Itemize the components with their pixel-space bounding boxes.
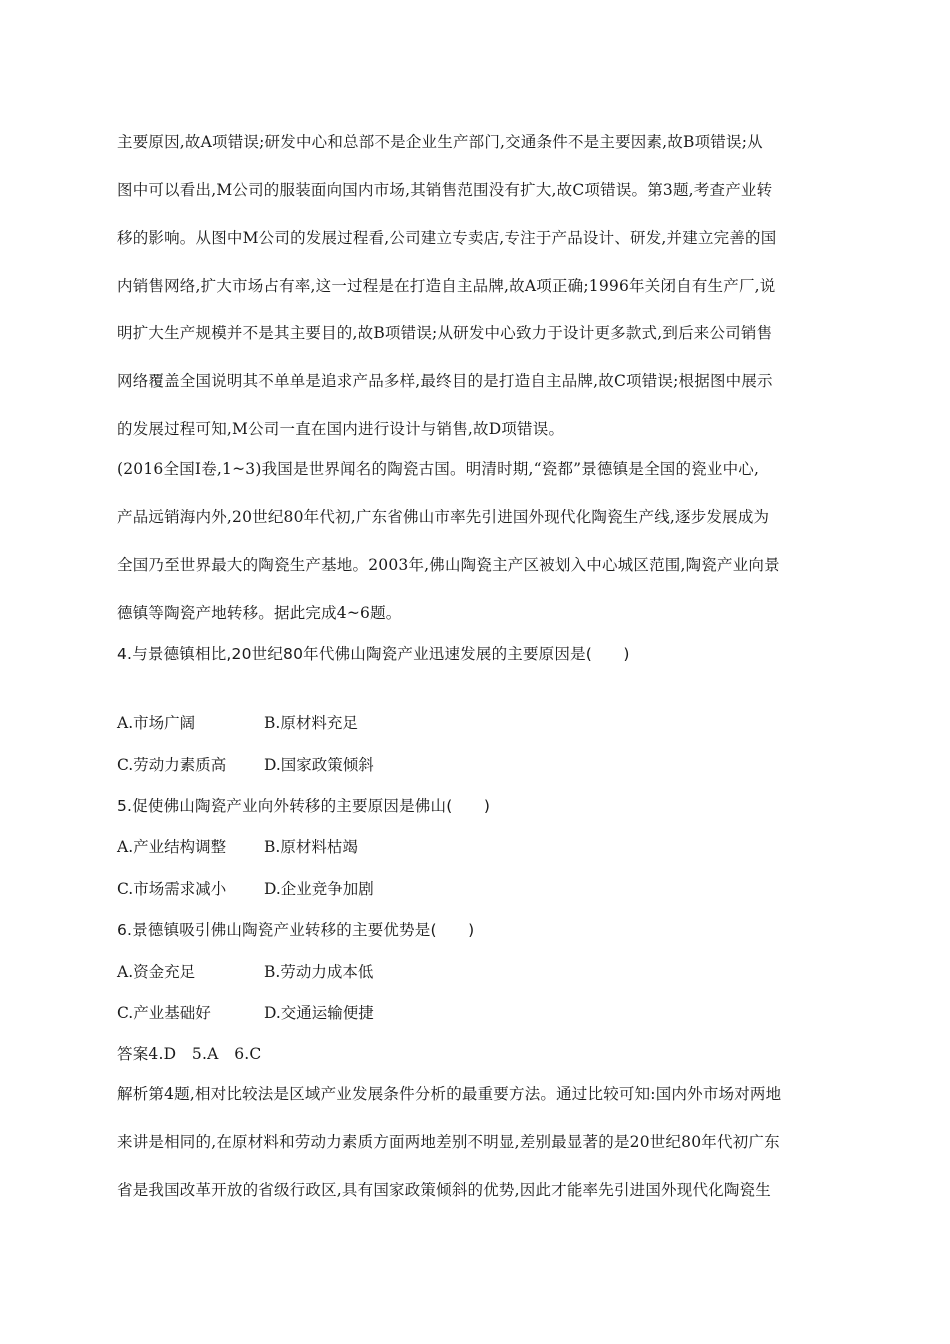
option-a: A.市场广阔 bbox=[117, 714, 196, 732]
analysis-line: 来讲是相同的,在原材料和劳动力素质方面两地差别不明显,差别最显著的是20世纪80年代初广东 bbox=[117, 1133, 780, 1151]
explanation-line: 网络覆盖全国说明其不单单是追求产品多样,最终目的是打造自主品牌,故C项错误;根据图中展示 bbox=[117, 372, 773, 390]
option-a: A.产业结构调整 bbox=[117, 838, 227, 856]
option-b: B.原材料枯竭 bbox=[264, 838, 358, 856]
explanation-line: 的发展过程可知,M公司一直在国内进行设计与销售,故D项错误。 bbox=[117, 420, 565, 438]
option-b: B.原材料充足 bbox=[264, 714, 358, 732]
option-b: B.劳动力成本低 bbox=[264, 963, 374, 981]
explanation-line: 内销售网络,扩大市场占有率,这一过程是在打造自主品牌,故A项正确;1996年关闭自有生产厂,说 bbox=[117, 277, 776, 295]
option-d: D.企业竞争加剧 bbox=[264, 880, 374, 898]
passage-line: 全国乃至世界最大的陶瓷生产基地。2003年,佛山陶瓷主产区被划入中心城区范围,陶瓷产业向景 bbox=[117, 556, 780, 574]
explanation-line: 明扩大生产规模并不是其主要目的,故B项错误;从研发中心致力于设计更多款式,到后来公司销售 bbox=[117, 324, 773, 342]
option-d: D.国家政策倾斜 bbox=[264, 756, 374, 774]
analysis-line: 省是我国改革开放的省级行政区,具有国家政策倾斜的优势,因此才能率先引进国外现代化陶瓷生 bbox=[117, 1181, 771, 1199]
explanation-line: 图中可以看出,M公司的服装面向国内市场,其销售范围没有扩大,故C项错误。第3题,考查产业转 bbox=[117, 181, 773, 199]
passage-line: 德镇等陶瓷产地转移。据此完成4~6题。 bbox=[117, 604, 402, 622]
option-c: C.市场需求减小 bbox=[117, 880, 227, 898]
explanation-line: 主要原因,故A项错误;研发中心和总部不是企业生产部门,交通条件不是主要因素,故B项错误;从 bbox=[117, 133, 763, 151]
passage-line: (2016全国Ⅰ卷,1~3)我国是世界闻名的陶瓷古国。明清时期,“瓷都”景德镇是全国的瓷业中心, bbox=[117, 460, 760, 478]
analysis-line: 解析第4题,相对比较法是区域产业发展条件分析的最重要方法。通过比较可知:国内外市场对两地 bbox=[117, 1085, 782, 1103]
answer-line: 答案4.D 5.A 6.C bbox=[117, 1045, 262, 1063]
option-a: A.资金充足 bbox=[117, 963, 196, 981]
passage-line: 产品远销海内外,20世纪80年代初,广东省佛山市率先引进国外现代化陶瓷生产线,逐步发展成为 bbox=[117, 508, 770, 526]
option-c: C.劳动力素质高 bbox=[117, 756, 227, 774]
option-d: D.交通运输便捷 bbox=[264, 1004, 374, 1022]
explanation-line: 移的影响。从图中M公司的发展过程看,公司建立专卖店,专注于产品设计、研发,并建立完善的国 bbox=[117, 229, 777, 247]
question-stem: 5.促使佛山陶瓷产业向外转移的主要原因是佛山( ) bbox=[117, 797, 491, 815]
question-stem: 4.与景德镇相比,20世纪80年代佛山陶瓷产业迅速发展的主要原因是( ) bbox=[117, 645, 630, 663]
option-c: C.产业基础好 bbox=[117, 1004, 211, 1022]
question-stem: 6.景德镇吸引佛山陶瓷产业转移的主要优势是( ) bbox=[117, 921, 475, 939]
